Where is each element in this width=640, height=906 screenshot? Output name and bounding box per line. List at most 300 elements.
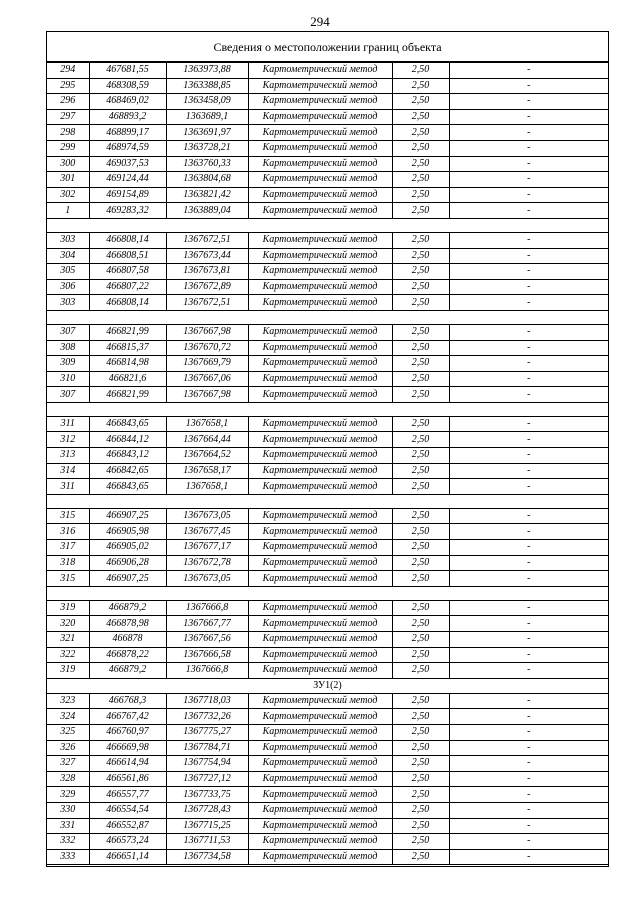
x-coordinate-cell: 468308,59 xyxy=(89,78,166,94)
description-cell: - xyxy=(449,94,608,110)
table-row xyxy=(47,571,608,587)
point-number-cell: 306 xyxy=(47,279,89,295)
description-cell: - xyxy=(449,432,608,448)
method-cell: Картометрический метод xyxy=(248,787,392,803)
accuracy-cell: 2,50 xyxy=(392,371,449,387)
method-cell: Картометрический метод xyxy=(248,740,392,756)
accuracy-cell: 2,50 xyxy=(392,756,449,772)
accuracy-cell: 2,50 xyxy=(392,387,449,403)
y-coordinate-cell: 1363691,97 xyxy=(166,125,248,141)
accuracy-cell: 2,50 xyxy=(392,555,449,571)
y-coordinate-cell: 1367775,27 xyxy=(166,724,248,740)
x-coordinate-cell: 466767,42 xyxy=(89,709,166,725)
y-coordinate-cell: 1367677,17 xyxy=(166,540,248,556)
point-number-cell: 324 xyxy=(47,709,89,725)
accuracy-cell: 2,50 xyxy=(392,571,449,587)
x-coordinate-cell: 468974,59 xyxy=(89,140,166,156)
table-row xyxy=(47,156,608,172)
method-cell: Картометрический метод xyxy=(248,448,392,464)
y-coordinate-cell: 1367673,05 xyxy=(166,508,248,524)
x-coordinate-cell: 466821,99 xyxy=(89,324,166,340)
accuracy-cell: 2,50 xyxy=(392,279,449,295)
x-coordinate-cell: 466821,99 xyxy=(89,387,166,403)
point-number-cell: 311 xyxy=(47,416,89,432)
point-number-cell: 295 xyxy=(47,78,89,94)
description-cell: - xyxy=(449,600,608,616)
table-row xyxy=(47,834,608,850)
table-row xyxy=(47,463,608,479)
accuracy-cell: 2,50 xyxy=(392,771,449,787)
table-row xyxy=(47,295,608,311)
y-coordinate-cell: 1367670,72 xyxy=(166,340,248,356)
method-cell: Картометрический метод xyxy=(248,203,392,219)
y-coordinate-cell: 1367669,79 xyxy=(166,356,248,372)
description-cell: - xyxy=(449,724,608,740)
y-coordinate-cell: 1363388,85 xyxy=(166,78,248,94)
separator-cell xyxy=(47,586,608,600)
description-cell: - xyxy=(449,279,608,295)
method-cell: Картометрический метод xyxy=(248,802,392,818)
y-coordinate-cell: 1367667,56 xyxy=(166,632,248,648)
table-row xyxy=(47,432,608,448)
description-cell: - xyxy=(449,172,608,188)
x-coordinate-cell: 466651,14 xyxy=(89,849,166,865)
description-cell: - xyxy=(449,663,608,679)
method-cell: Картометрический метод xyxy=(248,156,392,172)
y-coordinate-cell: 1363689,1 xyxy=(166,109,248,125)
description-cell: - xyxy=(449,616,608,632)
method-cell: Картометрический метод xyxy=(248,264,392,280)
point-number-cell: 297 xyxy=(47,109,89,125)
section-label: ЗУ1(2) xyxy=(47,678,608,693)
description-cell: - xyxy=(449,295,608,311)
y-coordinate-cell: 1363973,88 xyxy=(166,63,248,79)
description-cell: - xyxy=(449,709,608,725)
accuracy-cell: 2,50 xyxy=(392,693,449,709)
table-row xyxy=(47,172,608,188)
description-cell: - xyxy=(449,834,608,850)
table-row xyxy=(47,771,608,787)
accuracy-cell: 2,50 xyxy=(392,524,449,540)
point-number-cell: 309 xyxy=(47,356,89,372)
method-cell: Картометрический метод xyxy=(248,693,392,709)
table-row xyxy=(47,724,608,740)
x-coordinate-cell: 466906,28 xyxy=(89,555,166,571)
point-number-cell: 317 xyxy=(47,540,89,556)
accuracy-cell: 2,50 xyxy=(392,647,449,663)
description-cell: - xyxy=(449,140,608,156)
y-coordinate-cell: 1367667,77 xyxy=(166,616,248,632)
point-number-cell: 322 xyxy=(47,647,89,663)
accuracy-cell: 2,50 xyxy=(392,787,449,803)
point-number-cell: 318 xyxy=(47,555,89,571)
coordinates-table xyxy=(47,62,608,865)
description-cell: - xyxy=(449,771,608,787)
x-coordinate-cell: 466807,22 xyxy=(89,279,166,295)
x-coordinate-cell: 466905,02 xyxy=(89,540,166,556)
y-coordinate-cell: 1367784,71 xyxy=(166,740,248,756)
description-cell: - xyxy=(449,693,608,709)
point-number-cell: 332 xyxy=(47,834,89,850)
separator-cell xyxy=(47,218,608,232)
table-row xyxy=(47,616,608,632)
accuracy-cell: 2,50 xyxy=(392,156,449,172)
section-header-row xyxy=(47,678,608,693)
y-coordinate-cell: 1363821,42 xyxy=(166,187,248,203)
method-cell: Картометрический метод xyxy=(248,818,392,834)
y-coordinate-cell: 1367672,78 xyxy=(166,555,248,571)
y-coordinate-cell: 1367666,8 xyxy=(166,600,248,616)
x-coordinate-cell: 466557,77 xyxy=(89,787,166,803)
method-cell: Картометрический метод xyxy=(248,524,392,540)
point-number-cell: 307 xyxy=(47,324,89,340)
method-cell: Картометрический метод xyxy=(248,279,392,295)
point-number-cell: 315 xyxy=(47,508,89,524)
y-coordinate-cell: 1363728,21 xyxy=(166,140,248,156)
method-cell: Картометрический метод xyxy=(248,771,392,787)
point-number-cell: 1 xyxy=(47,203,89,219)
table-row xyxy=(47,479,608,495)
table-row xyxy=(47,709,608,725)
method-cell: Картометрический метод xyxy=(248,849,392,865)
table-row xyxy=(47,693,608,709)
description-cell: - xyxy=(449,479,608,495)
table-row xyxy=(47,187,608,203)
description-cell: - xyxy=(449,340,608,356)
separator-row xyxy=(47,402,608,416)
y-coordinate-cell: 1367673,81 xyxy=(166,264,248,280)
accuracy-cell: 2,50 xyxy=(392,724,449,740)
y-coordinate-cell: 1367673,44 xyxy=(166,248,248,264)
y-coordinate-cell: 1367728,43 xyxy=(166,802,248,818)
description-cell: - xyxy=(449,125,608,141)
point-number-cell: 326 xyxy=(47,740,89,756)
table-row xyxy=(47,740,608,756)
x-coordinate-cell: 466878 xyxy=(89,632,166,648)
table-row xyxy=(47,818,608,834)
separator-cell xyxy=(47,494,608,508)
description-cell: - xyxy=(449,647,608,663)
point-number-cell: 308 xyxy=(47,340,89,356)
point-number-cell: 315 xyxy=(47,571,89,587)
point-number-cell: 311 xyxy=(47,479,89,495)
point-number-cell: 303 xyxy=(47,232,89,248)
accuracy-cell: 2,50 xyxy=(392,78,449,94)
table-row xyxy=(47,63,608,79)
accuracy-cell: 2,50 xyxy=(392,709,449,725)
x-coordinate-cell: 468893,2 xyxy=(89,109,166,125)
point-number-cell: 294 xyxy=(47,63,89,79)
description-cell: - xyxy=(449,740,608,756)
table-row xyxy=(47,600,608,616)
accuracy-cell: 2,50 xyxy=(392,740,449,756)
point-number-cell: 299 xyxy=(47,140,89,156)
y-coordinate-cell: 1367718,03 xyxy=(166,693,248,709)
x-coordinate-cell: 466879,2 xyxy=(89,663,166,679)
table-title: Сведения о местоположении границ объекта xyxy=(47,32,608,62)
description-cell: - xyxy=(449,416,608,432)
method-cell: Картометрический метод xyxy=(248,387,392,403)
description-cell: - xyxy=(449,555,608,571)
accuracy-cell: 2,50 xyxy=(392,632,449,648)
description-cell: - xyxy=(449,508,608,524)
x-coordinate-cell: 466905,98 xyxy=(89,524,166,540)
point-number-cell: 304 xyxy=(47,248,89,264)
table-row xyxy=(47,448,608,464)
y-coordinate-cell: 1367667,98 xyxy=(166,387,248,403)
table-row xyxy=(47,279,608,295)
description-cell: - xyxy=(449,756,608,772)
y-coordinate-cell: 1367673,05 xyxy=(166,571,248,587)
table-row xyxy=(47,203,608,219)
point-number-cell: 316 xyxy=(47,524,89,540)
method-cell: Картометрический метод xyxy=(248,756,392,772)
method-cell: Картометрический метод xyxy=(248,508,392,524)
method-cell: Картометрический метод xyxy=(248,371,392,387)
method-cell: Картометрический метод xyxy=(248,632,392,648)
accuracy-cell: 2,50 xyxy=(392,94,449,110)
table-row xyxy=(47,324,608,340)
y-coordinate-cell: 1367732,26 xyxy=(166,709,248,725)
description-cell: - xyxy=(449,63,608,79)
description-cell: - xyxy=(449,571,608,587)
method-cell: Картометрический метод xyxy=(248,709,392,725)
method-cell: Картометрический метод xyxy=(248,416,392,432)
point-number-cell: 301 xyxy=(47,172,89,188)
description-cell: - xyxy=(449,540,608,556)
method-cell: Картометрический метод xyxy=(248,647,392,663)
method-cell: Картометрический метод xyxy=(248,324,392,340)
x-coordinate-cell: 469124,44 xyxy=(89,172,166,188)
method-cell: Картометрический метод xyxy=(248,555,392,571)
description-cell: - xyxy=(449,324,608,340)
table-row xyxy=(47,356,608,372)
description-cell: - xyxy=(449,849,608,865)
method-cell: Картометрический метод xyxy=(248,724,392,740)
y-coordinate-cell: 1367711,53 xyxy=(166,834,248,850)
separator-cell xyxy=(47,402,608,416)
accuracy-cell: 2,50 xyxy=(392,508,449,524)
x-coordinate-cell: 466808,14 xyxy=(89,232,166,248)
x-coordinate-cell: 466768,3 xyxy=(89,693,166,709)
accuracy-cell: 2,50 xyxy=(392,479,449,495)
description-cell: - xyxy=(449,264,608,280)
x-coordinate-cell: 466669,98 xyxy=(89,740,166,756)
method-cell: Картометрический метод xyxy=(248,616,392,632)
y-coordinate-cell: 1367733,75 xyxy=(166,787,248,803)
x-coordinate-cell: 466907,25 xyxy=(89,571,166,587)
table-row xyxy=(47,647,608,663)
x-coordinate-cell: 466843,65 xyxy=(89,479,166,495)
point-number-cell: 296 xyxy=(47,94,89,110)
y-coordinate-cell: 1367666,8 xyxy=(166,663,248,679)
table-row xyxy=(47,140,608,156)
x-coordinate-cell: 466815,37 xyxy=(89,340,166,356)
description-cell: - xyxy=(449,356,608,372)
x-coordinate-cell: 466843,65 xyxy=(89,416,166,432)
table-row xyxy=(47,109,608,125)
table-row xyxy=(47,248,608,264)
y-coordinate-cell: 1367667,98 xyxy=(166,324,248,340)
description-cell: - xyxy=(449,371,608,387)
accuracy-cell: 2,50 xyxy=(392,172,449,188)
x-coordinate-cell: 466808,51 xyxy=(89,248,166,264)
table-row xyxy=(47,555,608,571)
method-cell: Картометрический метод xyxy=(248,140,392,156)
accuracy-cell: 2,50 xyxy=(392,295,449,311)
x-coordinate-cell: 468469,02 xyxy=(89,94,166,110)
method-cell: Картометрический метод xyxy=(248,432,392,448)
table-row xyxy=(47,264,608,280)
point-number-cell: 314 xyxy=(47,463,89,479)
table-row xyxy=(47,787,608,803)
y-coordinate-cell: 1363760,33 xyxy=(166,156,248,172)
method-cell: Картометрический метод xyxy=(248,248,392,264)
method-cell: Картометрический метод xyxy=(248,295,392,311)
point-number-cell: 307 xyxy=(47,387,89,403)
x-coordinate-cell: 469037,53 xyxy=(89,156,166,172)
y-coordinate-cell: 1367658,17 xyxy=(166,463,248,479)
description-cell: - xyxy=(449,248,608,264)
x-coordinate-cell: 466552,87 xyxy=(89,818,166,834)
y-coordinate-cell: 1367727,12 xyxy=(166,771,248,787)
table-row xyxy=(47,508,608,524)
accuracy-cell: 2,50 xyxy=(392,232,449,248)
y-coordinate-cell: 1367677,45 xyxy=(166,524,248,540)
y-coordinate-cell: 1367664,52 xyxy=(166,448,248,464)
point-number-cell: 303 xyxy=(47,295,89,311)
x-coordinate-cell: 466843,12 xyxy=(89,448,166,464)
point-number-cell: 305 xyxy=(47,264,89,280)
method-cell: Картометрический метод xyxy=(248,187,392,203)
y-coordinate-cell: 1363889,04 xyxy=(166,203,248,219)
description-cell: - xyxy=(449,463,608,479)
point-number-cell: 333 xyxy=(47,849,89,865)
x-coordinate-cell: 466842,65 xyxy=(89,463,166,479)
method-cell: Картометрический метод xyxy=(248,571,392,587)
method-cell: Картометрический метод xyxy=(248,834,392,850)
description-cell: - xyxy=(449,802,608,818)
point-number-cell: 312 xyxy=(47,432,89,448)
accuracy-cell: 2,50 xyxy=(392,448,449,464)
accuracy-cell: 2,50 xyxy=(392,834,449,850)
y-coordinate-cell: 1367734,58 xyxy=(166,849,248,865)
y-coordinate-cell: 1367754,94 xyxy=(166,756,248,772)
method-cell: Картометрический метод xyxy=(248,463,392,479)
point-number-cell: 319 xyxy=(47,600,89,616)
x-coordinate-cell: 466554,54 xyxy=(89,802,166,818)
method-cell: Картометрический метод xyxy=(248,540,392,556)
description-cell: - xyxy=(449,632,608,648)
x-coordinate-cell: 467681,55 xyxy=(89,63,166,79)
y-coordinate-cell: 1367667,06 xyxy=(166,371,248,387)
x-coordinate-cell: 466879,2 xyxy=(89,600,166,616)
x-coordinate-cell: 466844,12 xyxy=(89,432,166,448)
method-cell: Картометрический метод xyxy=(248,125,392,141)
boundary-table-frame xyxy=(46,31,609,867)
method-cell: Картометрический метод xyxy=(248,479,392,495)
table-row xyxy=(47,802,608,818)
y-coordinate-cell: 1363804,68 xyxy=(166,172,248,188)
separator-row xyxy=(47,310,608,324)
point-number-cell: 321 xyxy=(47,632,89,648)
accuracy-cell: 2,50 xyxy=(392,849,449,865)
x-coordinate-cell: 466878,22 xyxy=(89,647,166,663)
accuracy-cell: 2,50 xyxy=(392,540,449,556)
accuracy-cell: 2,50 xyxy=(392,663,449,679)
accuracy-cell: 2,50 xyxy=(392,356,449,372)
method-cell: Картометрический метод xyxy=(248,109,392,125)
accuracy-cell: 2,50 xyxy=(392,802,449,818)
description-cell: - xyxy=(449,524,608,540)
point-number-cell: 329 xyxy=(47,787,89,803)
point-number-cell: 319 xyxy=(47,663,89,679)
y-coordinate-cell: 1367672,51 xyxy=(166,232,248,248)
x-coordinate-cell: 466814,98 xyxy=(89,356,166,372)
method-cell: Картометрический метод xyxy=(248,63,392,79)
point-number-cell: 320 xyxy=(47,616,89,632)
table-row xyxy=(47,663,608,679)
point-number-cell: 331 xyxy=(47,818,89,834)
x-coordinate-cell: 466573,24 xyxy=(89,834,166,850)
x-coordinate-cell: 466821,6 xyxy=(89,371,166,387)
method-cell: Картометрический метод xyxy=(248,94,392,110)
accuracy-cell: 2,50 xyxy=(392,109,449,125)
method-cell: Картометрический метод xyxy=(248,78,392,94)
accuracy-cell: 2,50 xyxy=(392,818,449,834)
table-row xyxy=(47,232,608,248)
x-coordinate-cell: 466907,25 xyxy=(89,508,166,524)
x-coordinate-cell: 466760,97 xyxy=(89,724,166,740)
point-number-cell: 328 xyxy=(47,771,89,787)
y-coordinate-cell: 1367666,58 xyxy=(166,647,248,663)
x-coordinate-cell: 469283,32 xyxy=(89,203,166,219)
accuracy-cell: 2,50 xyxy=(392,125,449,141)
point-number-cell: 298 xyxy=(47,125,89,141)
separator-row xyxy=(47,586,608,600)
x-coordinate-cell: 466878,98 xyxy=(89,616,166,632)
description-cell: - xyxy=(449,78,608,94)
accuracy-cell: 2,50 xyxy=(392,63,449,79)
table-row xyxy=(47,78,608,94)
table-row xyxy=(47,416,608,432)
description-cell: - xyxy=(449,387,608,403)
point-number-cell: 330 xyxy=(47,802,89,818)
y-coordinate-cell: 1363458,09 xyxy=(166,94,248,110)
description-cell: - xyxy=(449,448,608,464)
y-coordinate-cell: 1367664,44 xyxy=(166,432,248,448)
method-cell: Картометрический метод xyxy=(248,663,392,679)
accuracy-cell: 2,50 xyxy=(392,432,449,448)
separator-row xyxy=(47,218,608,232)
x-coordinate-cell: 466614,94 xyxy=(89,756,166,772)
accuracy-cell: 2,50 xyxy=(392,203,449,219)
method-cell: Картометрический метод xyxy=(248,600,392,616)
table-row xyxy=(47,540,608,556)
y-coordinate-cell: 1367658,1 xyxy=(166,416,248,432)
point-number-cell: 310 xyxy=(47,371,89,387)
x-coordinate-cell: 466561,86 xyxy=(89,771,166,787)
description-cell: - xyxy=(449,109,608,125)
table-row xyxy=(47,387,608,403)
description-cell: - xyxy=(449,787,608,803)
separator-cell xyxy=(47,310,608,324)
x-coordinate-cell: 466808,14 xyxy=(89,295,166,311)
table-row xyxy=(47,632,608,648)
table-row xyxy=(47,524,608,540)
y-coordinate-cell: 1367658,1 xyxy=(166,479,248,495)
y-coordinate-cell: 1367672,89 xyxy=(166,279,248,295)
